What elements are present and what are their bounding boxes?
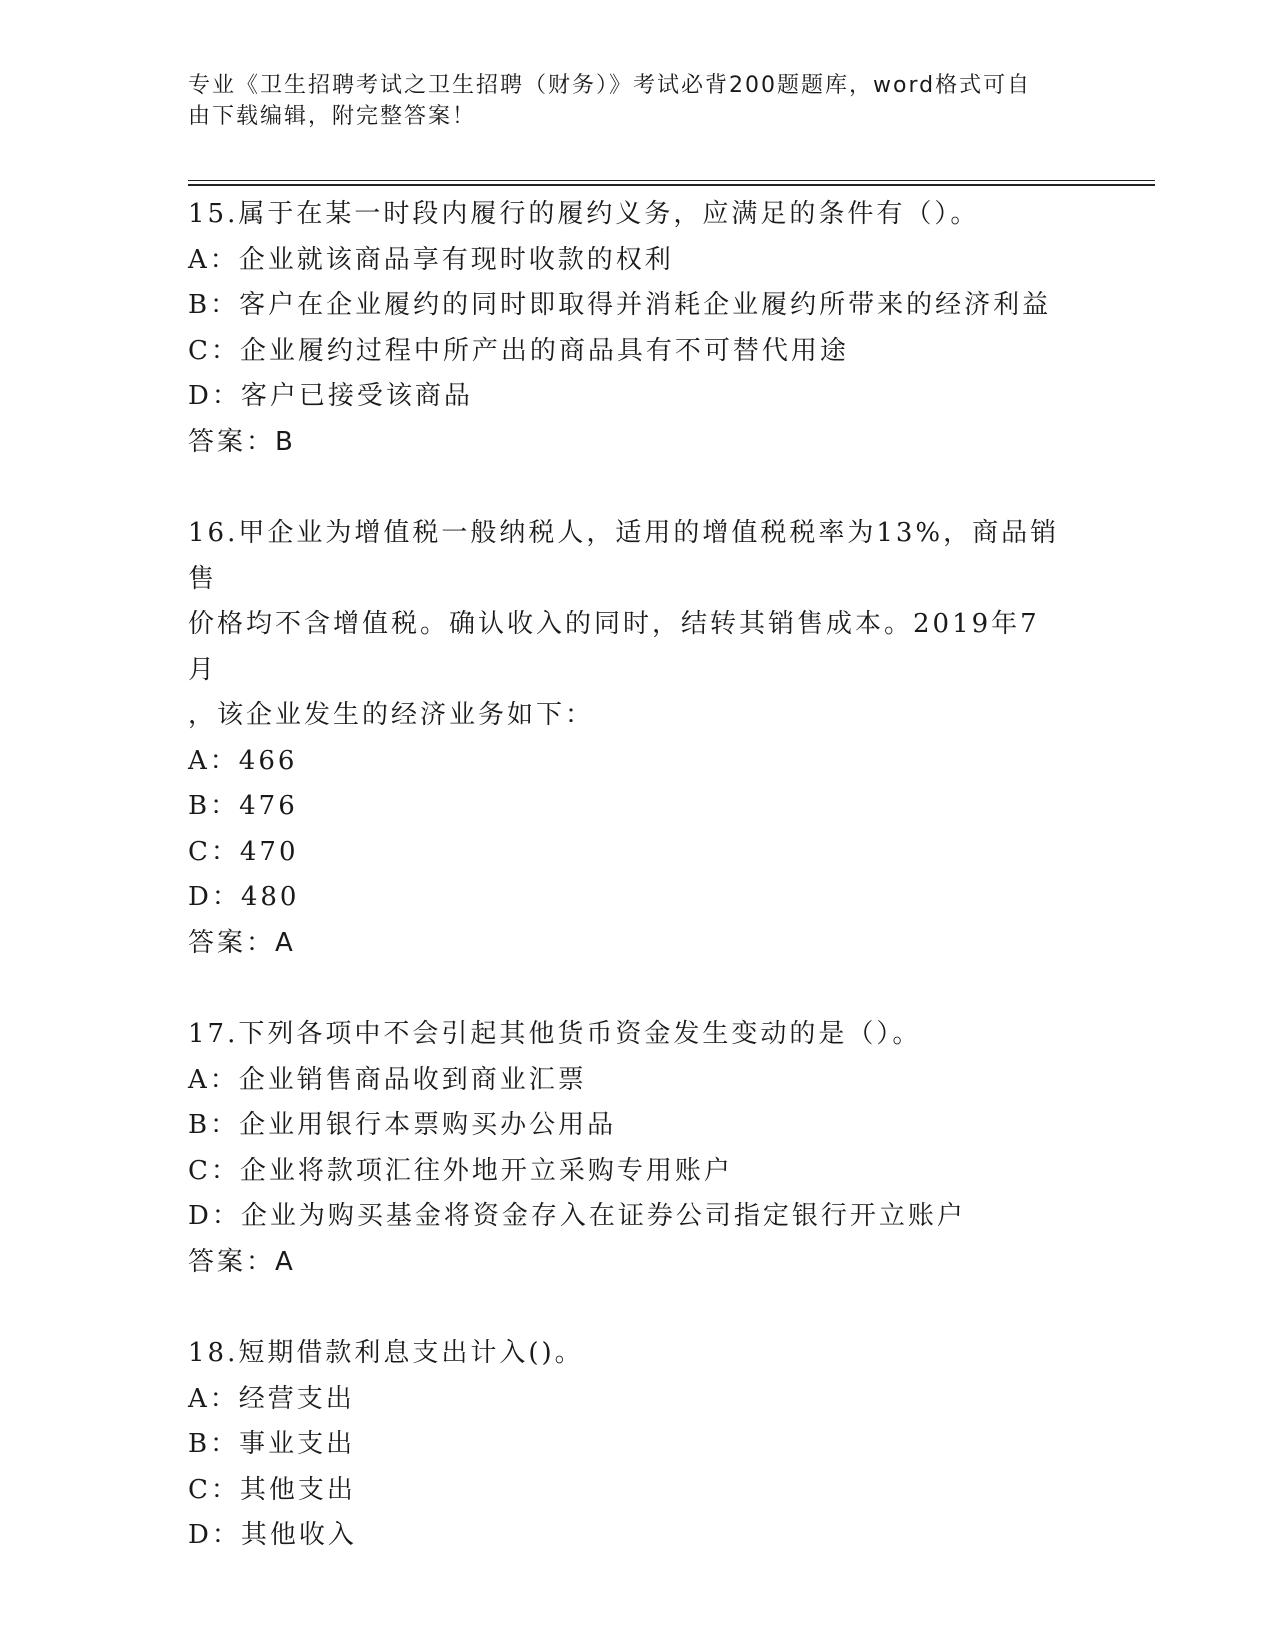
question-list — [188, 192, 1068, 1605]
stem-line: 17.下列各项中不会引起其他货币资金发生变动的是（）。 — [188, 1019, 922, 1049]
header-line-1: 专业《卫生招聘考试之卫生招聘（财务）》考试必背200题题库，word格式可自 — [188, 73, 1032, 98]
option-c: C：其他支出 — [188, 1474, 356, 1505]
option-c: C：企业履约过程中所产出的商品具有不可替代用途 — [188, 335, 849, 366]
header-divider-thin — [188, 180, 1155, 181]
option-c: C：企业将款项汇往外地开立采购专用账户 — [188, 1155, 733, 1186]
stem-line: 18.短期借款利息支出计入()。 — [188, 1338, 584, 1368]
option-d: D：客户已接受该商品 — [188, 381, 473, 411]
question-16 — [188, 511, 1068, 966]
question-stem — [188, 192, 1068, 238]
question-17 — [188, 1012, 1068, 1285]
header-divider-thick — [188, 184, 1155, 186]
question-18 — [188, 1331, 1068, 1559]
option-d: D：企业为购买基金将资金存入在证券公司指定银行开立账户 — [188, 1201, 966, 1231]
document-header — [188, 70, 1068, 132]
stem-line: 价格均不含增值税。确认收入的同时，结转其销售成本。2019年7月 — [188, 609, 1040, 685]
option-a: A：企业销售商品收到商业汇票 — [188, 1064, 587, 1095]
option-a: A：企业就该商品享有现时收款的权利 — [188, 244, 674, 275]
answer: 答案：A — [188, 1246, 296, 1277]
option-b: B：客户在企业履约的同时即取得并消耗企业履约所带来的经济利益 — [188, 290, 1052, 320]
question-stem — [188, 511, 1068, 739]
option-b: B：476 — [188, 791, 298, 821]
option-a: A：经营支出 — [188, 1383, 355, 1414]
question-stem — [188, 1012, 1068, 1058]
option-a: A：466 — [188, 745, 298, 776]
answer: 答案：B — [188, 426, 296, 457]
answer: 答案：A — [188, 927, 296, 958]
option-c: C：470 — [188, 836, 299, 867]
question-stem — [188, 1331, 1068, 1377]
option-d: D：480 — [188, 882, 300, 912]
stem-line: 15.属于在某一时段内履行的履约义务，应满足的条件有（）。 — [188, 199, 980, 229]
option-b: B：企业用银行本票购买办公用品 — [188, 1110, 617, 1140]
option-b: B：事业支出 — [188, 1429, 356, 1459]
stem-line: 16.甲企业为增值税一般纳税人，适用的增值税税率为13%，商品销售 — [188, 518, 1060, 594]
header-line-2: 由下载编辑，附完整答案！ — [188, 104, 477, 129]
option-d: D：其他收入 — [188, 1520, 357, 1550]
stem-line: ，该企业发生的经济业务如下： — [188, 700, 595, 730]
question-15 — [188, 192, 1068, 465]
